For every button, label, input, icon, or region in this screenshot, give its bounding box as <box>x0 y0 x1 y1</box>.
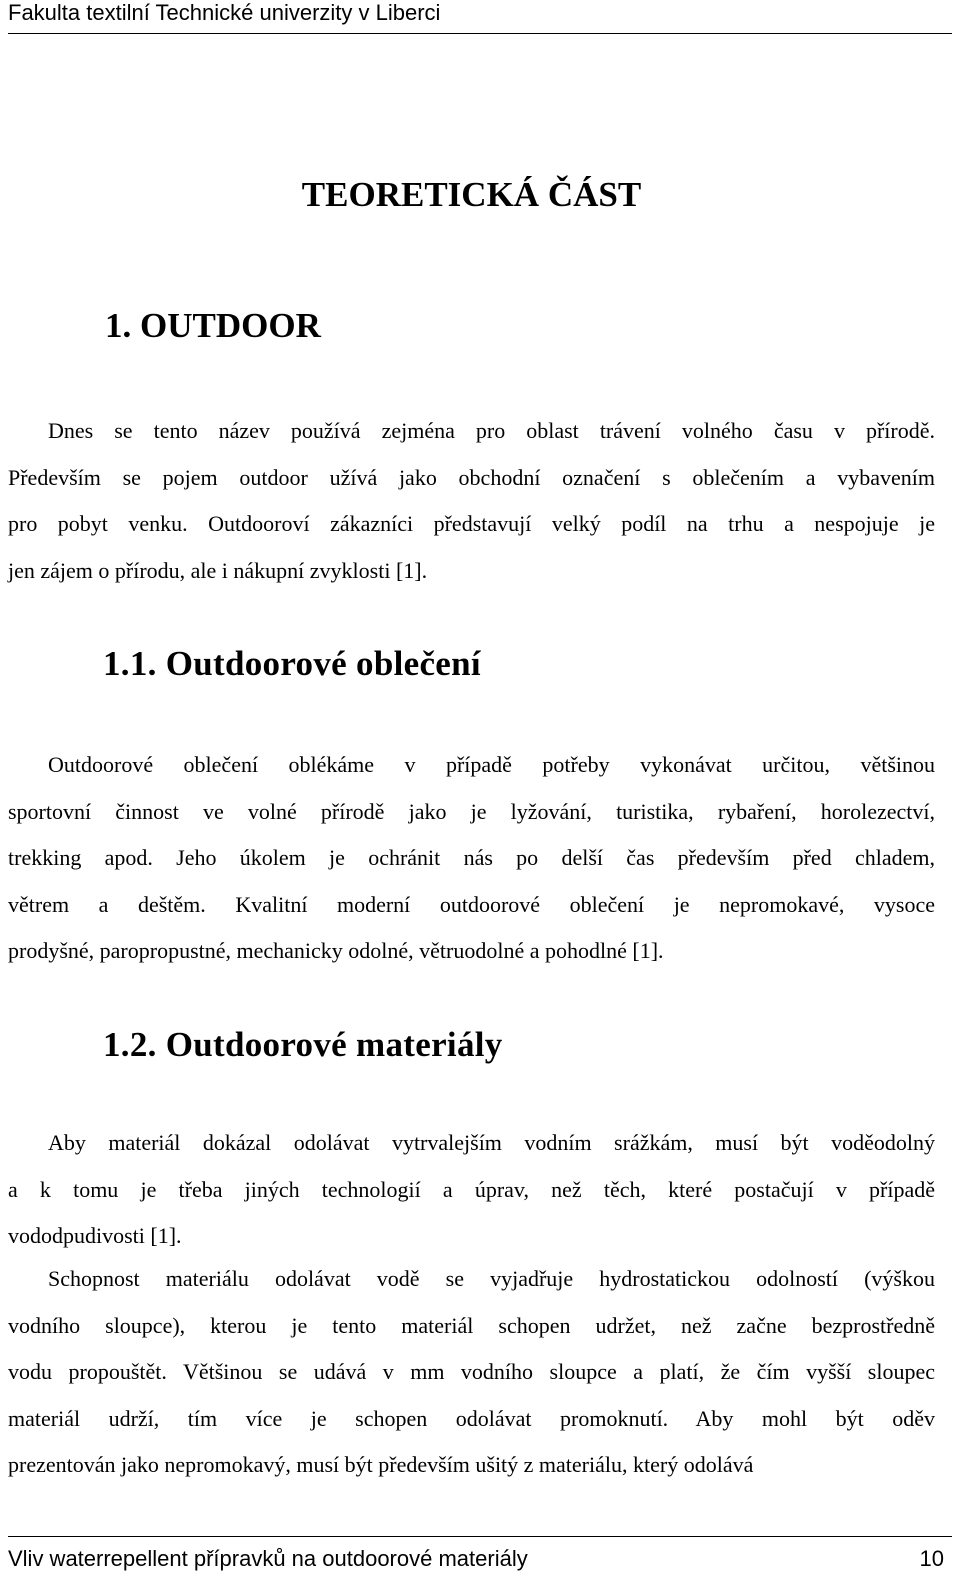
section-heading-1-2: 1.2. Outdoorové materiály <box>103 1025 503 1064</box>
section-1-2-paragraph-1 <box>8 1120 935 1260</box>
paragraph-line: větrem a deštěm. Kvalitní moderní outdoorové oblečení je nepromokavé, vysoce <box>8 891 935 917</box>
header-title: Fakulta textilní Technické univerzity v Liberci <box>8 0 441 25</box>
paragraph-line: a k tomu je třeba jiných technologií a úprav, než těch, které postačují v případě <box>8 1176 935 1202</box>
paragraph-line: prodyšné, paropropustné, mechanicky odolné, větruodolné a pohodlné [1]. <box>8 938 664 963</box>
footer-rule <box>8 1536 952 1537</box>
paragraph-line: materiál udrží, tím více je schopen odolávat promoknutí. Aby mohl být oděv <box>8 1405 935 1431</box>
paragraph-line: Outdoorové oblečení oblékáme v případě potřeby vykonávat určitou, většinou <box>48 752 935 777</box>
paragraph-line: sportovní činnost ve volné přírodě jako je lyžování, turistika, rybaření, horolezectví, <box>8 798 935 824</box>
paragraph-line: vodu propouštět. Většinou se udává v mm vodního sloupce a platí, že čím vyšší sloupec <box>8 1359 935 1384</box>
header-rule <box>8 33 952 34</box>
section-heading-1: 1. OUTDOOR <box>105 306 321 345</box>
paragraph-line: Především se pojem outdoor užívá jako obchodní označení s oblečením a vybavením <box>8 464 935 490</box>
page-footer <box>0 1536 960 1586</box>
paragraph-line: vodního sloupce), kterou je tento materiál schopen udržet, než začne bezprostředně <box>8 1312 935 1338</box>
section-heading-1-1: 1.1. Outdoorové oblečení <box>103 644 481 683</box>
section-1-1-paragraph <box>8 742 935 975</box>
paragraph-line: Dnes se tento název používá zejména pro oblast trávení volného času v přírodě. <box>48 418 935 443</box>
part-title: TEORETICKÁ ČÁST <box>301 175 642 214</box>
page-number: 10 <box>919 1546 944 1571</box>
paragraph-line: pro pobyt venku. Outdooroví zákazníci představují velký podíl na trhu a nespojuje je <box>8 511 935 536</box>
footer-title: Vliv waterrepellent přípravků na outdoorové materiály <box>8 1546 528 1571</box>
section-1-paragraph <box>8 408 935 594</box>
section-1-2-paragraph-2 <box>8 1256 935 1489</box>
paragraph-line: Aby materiál dokázal odolávat vytrvalejším vodním srážkám, musí být voděodolný <box>48 1130 935 1155</box>
paragraph-line: jen zájem o přírodu, ale i nákupní zvyklosti [1]. <box>8 557 428 583</box>
page-header <box>0 0 960 35</box>
paragraph-line: Schopnost materiálu odolávat vodě se vyjadřuje hydrostatickou odolností (výškou <box>48 1266 935 1291</box>
paragraph-line: vododpudivosti [1]. <box>8 1223 182 1248</box>
paragraph-line: prezentován jako nepromokavý, musí být především ušitý z materiálu, který odolává <box>8 1452 754 1477</box>
paragraph-line: trekking apod. Jeho úkolem je ochránit nás po delší čas především před chladem, <box>8 845 935 870</box>
